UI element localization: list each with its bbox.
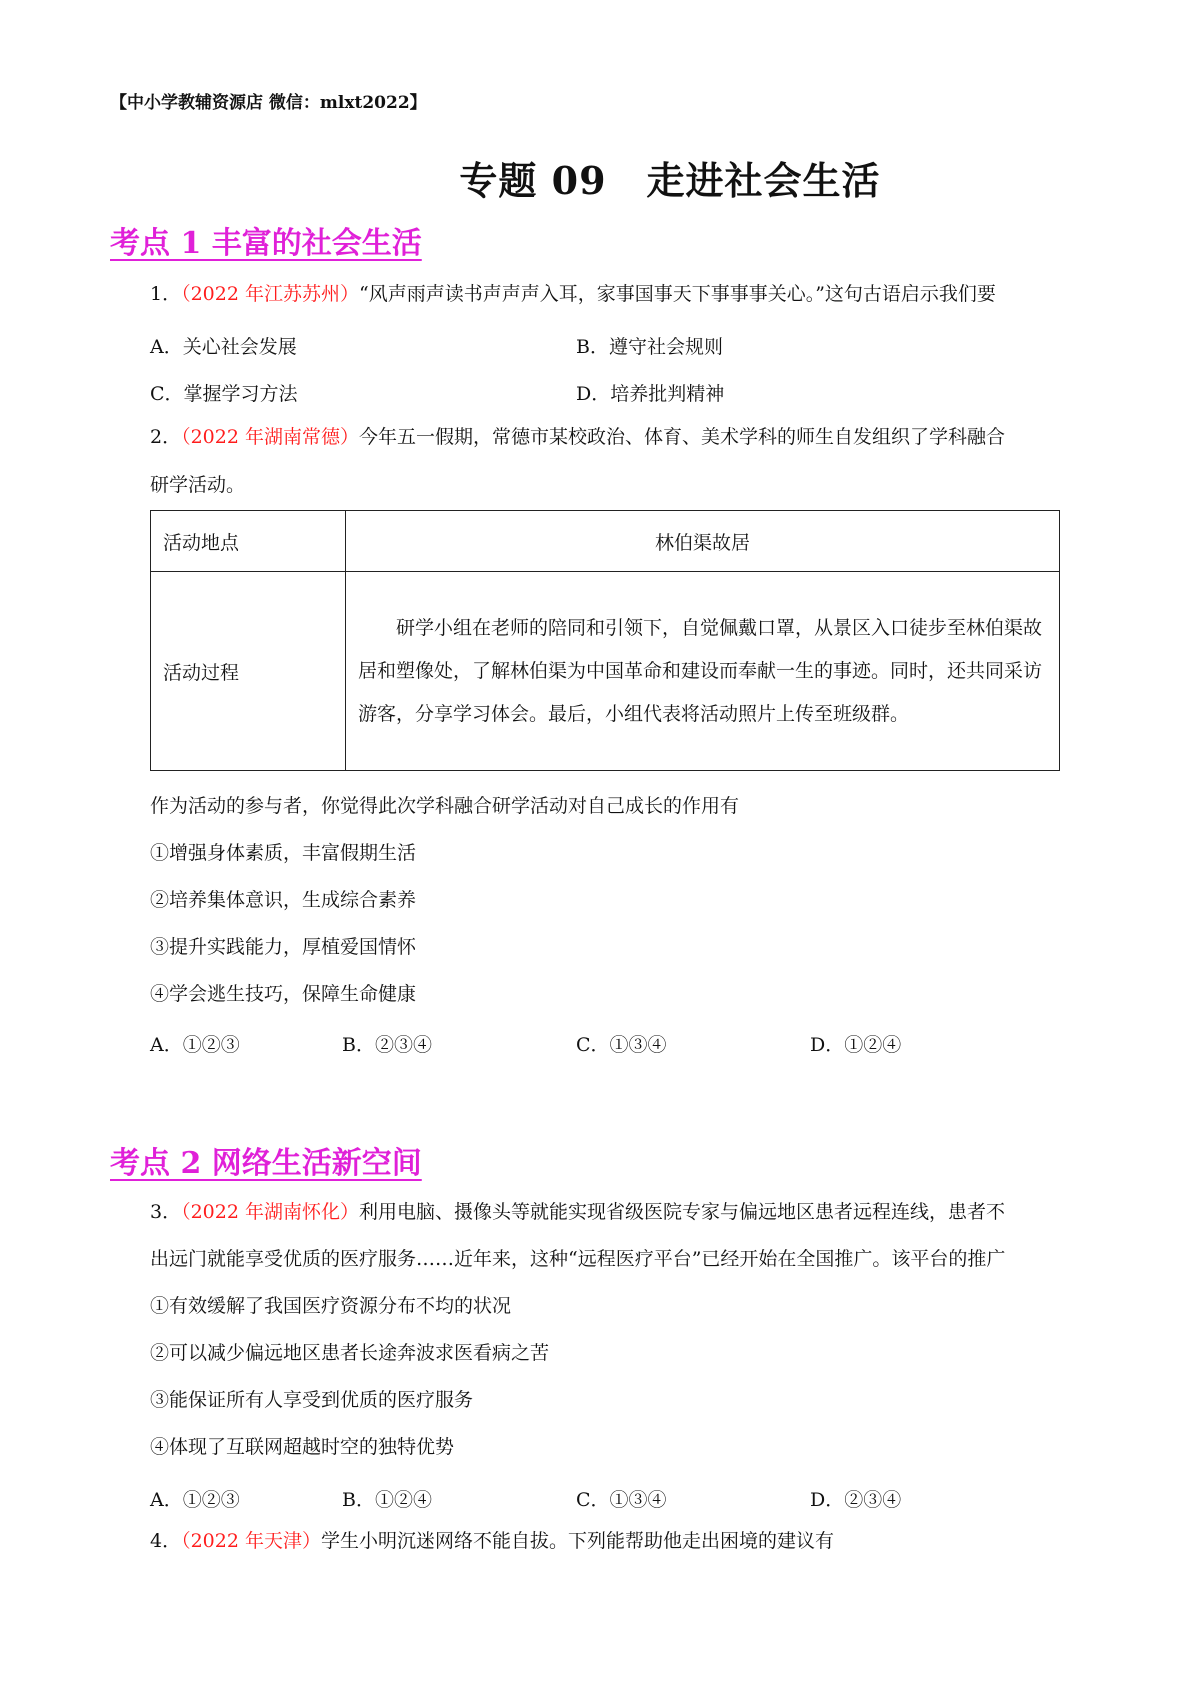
activity-process-text: 研学小组在老师的陪同和引领下，自觉佩戴口罩，从景区入口徒步至林伯渠故居和塑像处，了解林伯渠为中国革命和建设而奉献一生的事迹。同时，还共同采访游客，分享学习体会。最后，小组代表将活动照片上传至班级群。 bbox=[358, 616, 1043, 725]
option-b: B．遵守社会规则 bbox=[576, 336, 723, 358]
question-1 bbox=[150, 285, 996, 304]
watermark: 【中小学教辅资源店 微信：mlxt2022】 bbox=[110, 93, 427, 113]
option-b: B．①②④ bbox=[342, 1489, 432, 1511]
page-title bbox=[0, 150, 1200, 205]
choice-item: ④体现了互联网超越时空的独特优势 bbox=[150, 1436, 455, 1458]
question-number: 1． bbox=[150, 283, 182, 305]
option-a: A．①②③ bbox=[150, 1034, 240, 1056]
question-source: （2022 年天津） bbox=[181, 1530, 321, 1552]
option-d: D．②③④ bbox=[810, 1489, 902, 1511]
question-stem: 作为活动的参与者，你觉得此次学科融合研学活动对自己成长的作用有 bbox=[150, 795, 740, 817]
option-d: D．培养批判精神 bbox=[576, 383, 725, 405]
question-4 bbox=[150, 1532, 834, 1551]
choice-item: ①增强身体素质，丰富假期生活 bbox=[150, 842, 417, 864]
section-heading-2: 考点 2 网络生活新空间 bbox=[110, 1146, 422, 1181]
title-text: 走进社会生活 bbox=[646, 158, 881, 203]
option-a: A．关心社会发展 bbox=[150, 336, 297, 358]
question-2 bbox=[150, 428, 1005, 447]
question-3 bbox=[150, 1203, 1005, 1222]
table-cell-value: 林伯渠故居 bbox=[346, 511, 1060, 572]
question-text: “风声雨声读书声声声入耳，家事国事天下事事事关心。”这句古语启示我们要 bbox=[359, 283, 996, 305]
choice-item: ③提升实践能力，厚植爱国情怀 bbox=[150, 936, 417, 958]
section-heading-1: 考点 1 丰富的社会生活 bbox=[110, 226, 422, 261]
table-cell-label: 活动地点 bbox=[151, 511, 346, 572]
table-cell-label: 活动过程 bbox=[151, 572, 346, 771]
title-number: 专题 09 bbox=[459, 158, 607, 203]
table-row bbox=[151, 511, 1060, 572]
option-c: C．掌握学习方法 bbox=[150, 383, 298, 405]
question-source: （2022 年湖南怀化） bbox=[181, 1201, 359, 1223]
activity-table bbox=[150, 510, 1060, 771]
choice-item: ②可以减少偏远地区患者长途奔波求医看病之苦 bbox=[150, 1342, 550, 1364]
question-number: 4． bbox=[150, 1530, 182, 1552]
option-a: A．①②③ bbox=[150, 1489, 240, 1511]
question-text: 今年五一假期，常德市某校政治、体育、美术学科的师生自发组织了学科融合 bbox=[359, 426, 1006, 448]
choice-item: ③能保证所有人享受到优质的医疗服务 bbox=[150, 1389, 474, 1411]
option-c: C．①③④ bbox=[576, 1034, 667, 1056]
option-d: D．①②④ bbox=[810, 1034, 902, 1056]
question-source: （2022 年湖南常德） bbox=[181, 426, 359, 448]
option-c: C．①③④ bbox=[576, 1489, 667, 1511]
choice-item: ④学会逃生技巧，保障生命健康 bbox=[150, 983, 417, 1005]
choice-item: ②培养集体意识，生成综合素养 bbox=[150, 889, 417, 911]
question-number: 3． bbox=[150, 1201, 182, 1223]
option-b: B．②③④ bbox=[342, 1034, 432, 1056]
question-text-continued: 出远门就能享受优质的医疗服务……近年来，这种“远程医疗平台”已经开始在全国推广。该平台的推广 bbox=[150, 1248, 1006, 1270]
question-text: 利用电脑、摄像头等就能实现省级医院专家与偏远地区患者远程连线，患者不 bbox=[359, 1201, 1006, 1223]
table-cell-value bbox=[346, 572, 1060, 771]
choice-item: ①有效缓解了我国医疗资源分布不均的状况 bbox=[150, 1295, 512, 1317]
question-text-continued: 研学活动。 bbox=[150, 474, 246, 496]
question-text: 学生小明沉迷网络不能自拔。下列能帮助他走出困境的建议有 bbox=[321, 1530, 835, 1552]
question-number: 2． bbox=[150, 426, 182, 448]
table-row bbox=[151, 572, 1060, 771]
question-source: （2022 年江苏苏州） bbox=[181, 283, 359, 305]
